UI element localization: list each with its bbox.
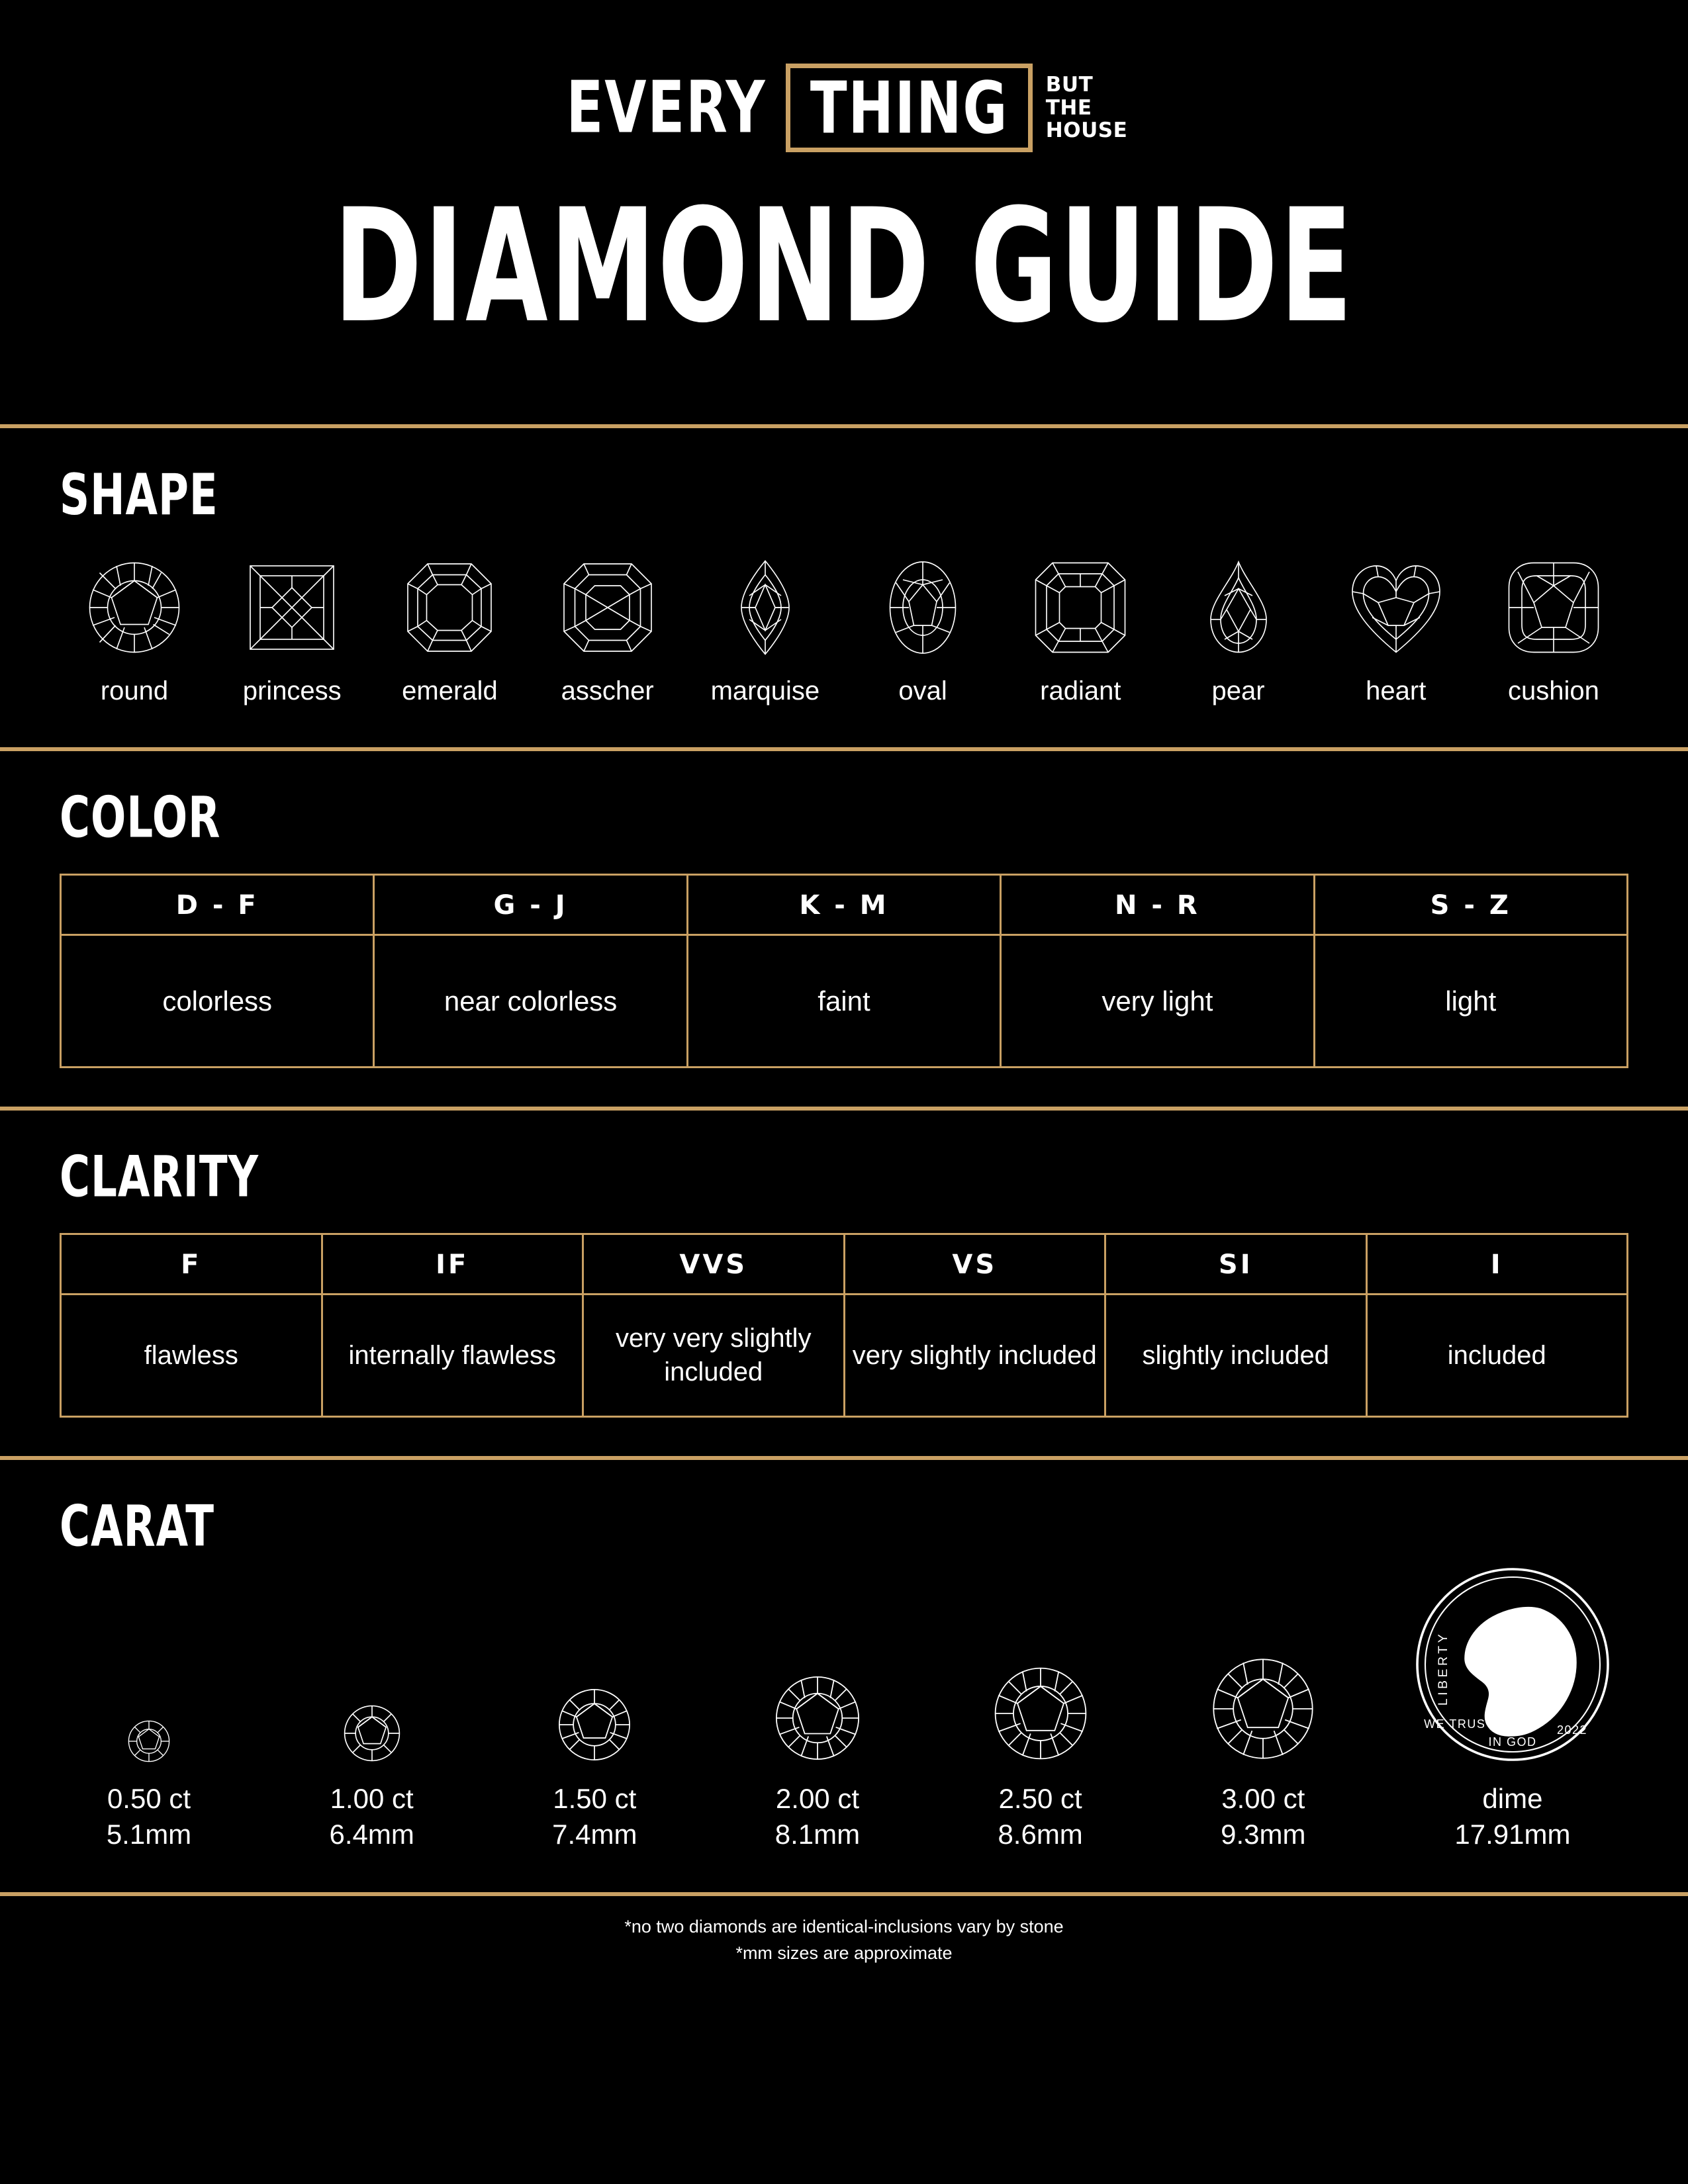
oval-diamond-icon <box>855 555 991 660</box>
carat-item-200 <box>735 1625 900 1852</box>
shape-item-round <box>66 555 203 706</box>
color-grade-header: G - J <box>374 875 687 935</box>
emerald-diamond-icon <box>381 555 518 660</box>
heart-diamond-icon <box>1328 555 1464 660</box>
section-title-color: COLOR <box>60 784 221 851</box>
pear-diamond-icon <box>1170 555 1307 660</box>
shape-label: radiant <box>1040 676 1121 705</box>
marquise-diamond-icon <box>697 555 833 660</box>
page-title: DIAMOND GUIDE <box>334 176 1354 358</box>
carat-size: 5.1mm <box>106 1819 192 1850</box>
brand-word-thing: THING <box>810 67 1008 150</box>
shape-label: heart <box>1366 676 1427 705</box>
section-title-carat: CARAT <box>60 1493 214 1560</box>
round-diamond-icon <box>66 555 203 660</box>
shape-item-pear <box>1170 555 1307 706</box>
table-row-header <box>61 875 1628 935</box>
section-clarity <box>0 1111 1688 1456</box>
radiant-diamond-icon <box>1012 555 1149 660</box>
brand-tail-line2: THE <box>1045 95 1092 120</box>
svg-text:LIBERTY: LIBERTY <box>1435 1631 1450 1706</box>
divider-footer-top <box>0 1892 1688 1896</box>
table-row <box>61 1295 1628 1417</box>
brand-tail-line1: BUT <box>1045 72 1094 97</box>
shape-list <box>60 555 1628 706</box>
clarity-grade-description: internally flawless <box>322 1295 583 1417</box>
clarity-grade-description: flawless <box>61 1295 322 1417</box>
shape-label: emerald <box>402 676 498 705</box>
carat-size: 17.91mm <box>1454 1819 1571 1850</box>
svg-text:IN GOD: IN GOD <box>1488 1735 1537 1749</box>
shape-label: princess <box>242 676 342 705</box>
section-shape <box>0 428 1688 747</box>
footnote-line: *mm sizes are approximate <box>735 1943 953 1964</box>
clarity-grade-header: I <box>1366 1234 1628 1295</box>
shape-item-radiant <box>1012 555 1149 706</box>
shape-label: marquise <box>710 676 820 705</box>
shape-item-oval <box>855 555 991 706</box>
clarity-grade-description: very very slightly included <box>583 1295 845 1417</box>
shape-item-princess <box>224 555 360 706</box>
shape-label: oval <box>898 676 947 705</box>
color-grade-header: D - F <box>61 875 374 935</box>
carat-weight: 2.00 ct <box>775 1783 860 1815</box>
round-diamond-icon <box>289 1625 455 1764</box>
footnotes <box>0 1913 1688 1967</box>
shape-item-heart <box>1328 555 1464 706</box>
shape-item-cushion <box>1485 555 1622 706</box>
clarity-grade-header: IF <box>322 1234 583 1295</box>
shape-item-marquise <box>697 555 833 706</box>
clarity-bottom-spacer <box>60 1418 1628 1456</box>
carat-item-250 <box>958 1625 1123 1852</box>
brand-word-every: EVERY <box>566 66 767 150</box>
shape-label: pear <box>1211 676 1265 705</box>
color-grade-table <box>60 874 1628 1068</box>
brand-logo <box>0 64 1688 152</box>
cushion-diamond-icon <box>1485 555 1622 660</box>
color-grade-header: K - M <box>687 875 1000 935</box>
carat-weight: 2.50 ct <box>998 1783 1082 1815</box>
carat-item-150 <box>512 1625 677 1852</box>
svg-text:2022: 2022 <box>1556 1723 1587 1737</box>
carat-size: 6.4mm <box>329 1819 414 1850</box>
carat-item-050 <box>66 1625 232 1852</box>
footnote-line: *no two diamonds are identical-inclusions vary by stone <box>624 1916 1064 1936</box>
carat-size: 7.4mm <box>552 1819 637 1850</box>
carat-item-300 <box>1180 1625 1346 1852</box>
shape-item-emerald <box>381 555 518 706</box>
carat-size: 9.3mm <box>1221 1819 1306 1850</box>
color-grade-description: light <box>1314 935 1627 1068</box>
carat-item-100 <box>289 1625 455 1852</box>
clarity-grade-header: F <box>61 1234 322 1295</box>
color-grade-description: colorless <box>61 935 374 1068</box>
carat-weight: 1.50 ct <box>553 1783 637 1815</box>
page-header <box>0 0 1688 424</box>
carat-row <box>60 1565 1628 1852</box>
color-grade-description: very light <box>1001 935 1314 1068</box>
carat-weight: 0.50 ct <box>107 1783 191 1815</box>
shape-label: cushion <box>1508 676 1599 705</box>
carat-item-dime <box>1403 1565 1622 1852</box>
clarity-grade-table <box>60 1233 1628 1418</box>
carat-size: 8.6mm <box>998 1819 1083 1850</box>
table-row-header <box>61 1234 1628 1295</box>
brand-tail-line3: HOUSE <box>1045 118 1128 143</box>
section-title-clarity: CLARITY <box>60 1144 259 1210</box>
section-title-shape: SHAPE <box>60 461 218 528</box>
shape-item-asscher <box>539 555 676 706</box>
color-grade-description: near colorless <box>374 935 687 1068</box>
svg-text:WE TRUST: WE TRUST <box>1424 1717 1494 1731</box>
color-grade-description: faint <box>687 935 1000 1068</box>
carat-size: 8.1mm <box>774 1819 861 1850</box>
carat-bottom-spacer <box>60 1852 1628 1892</box>
table-row <box>61 935 1628 1068</box>
color-bottom-spacer <box>60 1068 1628 1107</box>
clarity-grade-header: VS <box>844 1234 1105 1295</box>
round-diamond-icon <box>958 1625 1123 1764</box>
round-diamond-icon <box>735 1625 900 1764</box>
brand-tail <box>1046 73 1127 142</box>
asscher-diamond-icon <box>539 555 676 660</box>
color-grade-header: N - R <box>1001 875 1314 935</box>
carat-weight: 3.00 ct <box>1221 1783 1305 1815</box>
round-diamond-icon <box>512 1625 677 1764</box>
clarity-grade-description: included <box>1366 1295 1628 1417</box>
brand-word-thing-box <box>786 64 1033 152</box>
carat-weight: dime <box>1482 1783 1543 1815</box>
clarity-grade-description: slightly included <box>1105 1295 1367 1417</box>
carat-weight: 1.00 ct <box>330 1783 414 1815</box>
shape-label: asscher <box>561 676 654 705</box>
clarity-grade-header: VVS <box>583 1234 845 1295</box>
color-grade-header: S - Z <box>1314 875 1627 935</box>
carat-list <box>60 1565 1628 1852</box>
round-diamond-icon <box>1180 1625 1346 1764</box>
section-carat <box>0 1460 1688 1892</box>
dime-coin-icon <box>1403 1565 1622 1764</box>
clarity-grade-header: SI <box>1105 1234 1367 1295</box>
shape-bottom-spacer <box>60 706 1628 747</box>
clarity-grade-description: very slightly included <box>844 1295 1105 1417</box>
shape-label: round <box>100 676 169 705</box>
section-color <box>0 751 1688 1107</box>
round-diamond-icon <box>66 1625 232 1764</box>
princess-diamond-icon <box>224 555 360 660</box>
